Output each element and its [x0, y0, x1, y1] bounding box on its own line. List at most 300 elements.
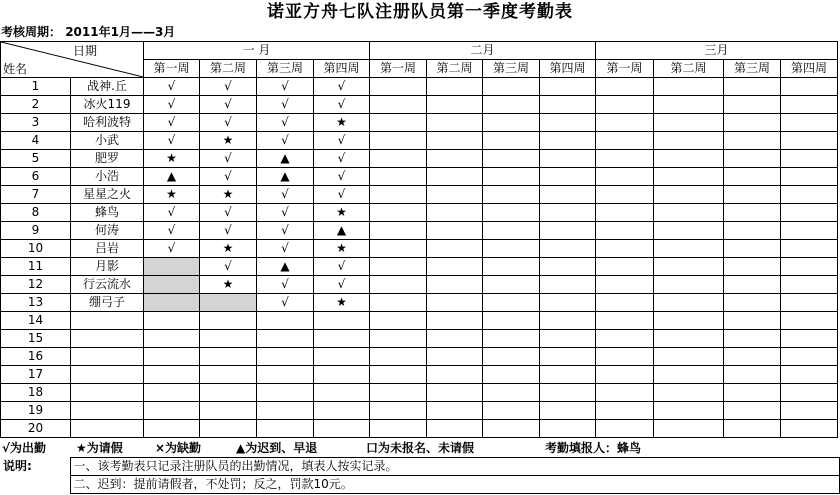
- attendance-cell: [200, 402, 257, 420]
- attendance-cell: [654, 384, 724, 402]
- row-number: 6: [1, 168, 71, 186]
- attendance-cell: [540, 114, 596, 132]
- attendance-cell: [483, 384, 540, 402]
- attendance-cell: [654, 186, 724, 204]
- date-name-header-cell: [1, 42, 144, 78]
- attendance-cell: [654, 312, 724, 330]
- attendance-cell: [314, 330, 370, 348]
- attendance-cell: [596, 204, 654, 222]
- attendance-table: [0, 41, 838, 438]
- attendance-cell: [427, 420, 483, 438]
- attendance-cell: [724, 420, 781, 438]
- attendance-cell: √: [144, 132, 200, 150]
- notes-line-1: 一、该考勤表只记录注册队员的出勤情况，填表人按实记录。: [70, 458, 839, 476]
- attendance-cell: [596, 276, 654, 294]
- attendance-cell: [654, 204, 724, 222]
- table-row: [1, 114, 838, 132]
- attendance-cell: √: [257, 294, 314, 312]
- attendance-cell: [724, 186, 781, 204]
- attendance-cell: √: [200, 258, 257, 276]
- attendance-cell: [781, 132, 838, 150]
- attendance-cell: [483, 96, 540, 114]
- table-row: [1, 420, 838, 438]
- attendance-reporter: 考勤填报人：蜂鸟: [545, 441, 642, 455]
- table-row: [1, 330, 838, 348]
- table-row: [1, 150, 838, 168]
- attendance-cell: [483, 132, 540, 150]
- attendance-cell: ★: [200, 186, 257, 204]
- attendance-cell: [144, 276, 200, 294]
- attendance-cell: [370, 78, 427, 96]
- attendance-cell: [596, 312, 654, 330]
- attendance-cell: [314, 348, 370, 366]
- attendance-cell: [427, 204, 483, 222]
- attendance-cell: [144, 330, 200, 348]
- date-header-label: 日期: [73, 44, 98, 58]
- attendance-cell: [314, 402, 370, 420]
- row-number: 5: [1, 150, 71, 168]
- row-number: 4: [1, 132, 71, 150]
- attendance-cell: [427, 96, 483, 114]
- table-row: [1, 132, 838, 150]
- week-header-m1-w4: 第四周: [314, 60, 370, 78]
- member-name: 绷弓子: [71, 294, 144, 312]
- attendance-cell: [370, 420, 427, 438]
- attendance-cell: [427, 132, 483, 150]
- attendance-cell: [200, 312, 257, 330]
- row-number: 19: [1, 402, 71, 420]
- attendance-cell: [654, 78, 724, 96]
- attendance-cell: [427, 168, 483, 186]
- attendance-cell: ★: [314, 240, 370, 258]
- attendance-cell: [370, 168, 427, 186]
- attendance-cell: [483, 240, 540, 258]
- attendance-cell: [370, 312, 427, 330]
- attendance-cell: [724, 258, 781, 276]
- month-header-jan: 一 月: [144, 42, 370, 60]
- attendance-cell: [427, 222, 483, 240]
- period-value: 2011年1月——3月: [65, 25, 176, 39]
- attendance-cell: [370, 276, 427, 294]
- attendance-cell: [724, 222, 781, 240]
- member-name: [71, 420, 144, 438]
- attendance-cell: √: [200, 222, 257, 240]
- attendance-cell: [654, 330, 724, 348]
- row-number: 9: [1, 222, 71, 240]
- attendance-cell: [427, 258, 483, 276]
- legend-late: ▲为迟到、早退: [236, 441, 318, 455]
- attendance-cell: [724, 294, 781, 312]
- attendance-cell: [370, 258, 427, 276]
- attendance-cell: √: [314, 132, 370, 150]
- member-name: 肥罗: [71, 150, 144, 168]
- attendance-cell: [596, 240, 654, 258]
- attendance-cell: √: [314, 258, 370, 276]
- attendance-cell: [724, 312, 781, 330]
- member-name: 哈利波特: [71, 114, 144, 132]
- attendance-cell: [540, 384, 596, 402]
- attendance-cell: [724, 276, 781, 294]
- attendance-cell: √: [200, 168, 257, 186]
- member-name: 月影: [71, 258, 144, 276]
- attendance-cell: [200, 294, 257, 312]
- month-header-feb: 二月: [370, 42, 596, 60]
- attendance-cell: [596, 366, 654, 384]
- attendance-cell: [781, 240, 838, 258]
- attendance-cell: [370, 402, 427, 420]
- member-name: 何涛: [71, 222, 144, 240]
- attendance-cell: [483, 294, 540, 312]
- legend-present: √为出勤: [2, 441, 47, 455]
- attendance-cell: [596, 384, 654, 402]
- attendance-cell: [370, 204, 427, 222]
- attendance-cell: [596, 132, 654, 150]
- table-row: [1, 384, 838, 402]
- attendance-cell: [200, 420, 257, 438]
- table-row: [1, 312, 838, 330]
- row-number: 2: [1, 96, 71, 114]
- attendance-cell: [596, 330, 654, 348]
- week-header-m2-w4: 第四周: [540, 60, 596, 78]
- attendance-cell: [654, 132, 724, 150]
- attendance-cell: ★: [144, 186, 200, 204]
- attendance-cell: [781, 258, 838, 276]
- attendance-cell: [654, 222, 724, 240]
- attendance-cell: [427, 402, 483, 420]
- attendance-cell: [596, 186, 654, 204]
- attendance-cell: [781, 168, 838, 186]
- table-row: [1, 348, 838, 366]
- attendance-cell: [724, 204, 781, 222]
- attendance-cell: [540, 420, 596, 438]
- attendance-cell: [781, 384, 838, 402]
- attendance-cell: √: [257, 96, 314, 114]
- attendance-cell: [724, 168, 781, 186]
- attendance-cell: [257, 384, 314, 402]
- attendance-cell: [724, 96, 781, 114]
- attendance-cell: [483, 78, 540, 96]
- week-header-m3-w1: 第一周: [596, 60, 654, 78]
- attendance-cell: [314, 312, 370, 330]
- attendance-cell: [483, 222, 540, 240]
- attendance-cell: [596, 222, 654, 240]
- week-header-m3-w2: 第二周: [654, 60, 724, 78]
- attendance-cell: [654, 276, 724, 294]
- attendance-cell: [483, 312, 540, 330]
- attendance-cell: [427, 276, 483, 294]
- attendance-cell: [483, 402, 540, 420]
- attendance-cell: [596, 150, 654, 168]
- attendance-cell: ★: [144, 150, 200, 168]
- attendance-cell: √: [200, 150, 257, 168]
- attendance-cell: [654, 402, 724, 420]
- week-header-m2-w3: 第三周: [483, 60, 540, 78]
- table-row: [1, 222, 838, 240]
- attendance-cell: √: [200, 96, 257, 114]
- attendance-cell: [540, 276, 596, 294]
- attendance-cell: [540, 150, 596, 168]
- attendance-cell: [724, 150, 781, 168]
- row-number: 13: [1, 294, 71, 312]
- attendance-cell: √: [314, 168, 370, 186]
- name-header-label: 姓名: [3, 62, 28, 76]
- member-name: [71, 330, 144, 348]
- attendance-cell: [596, 402, 654, 420]
- attendance-cell: [427, 240, 483, 258]
- attendance-cell: [257, 330, 314, 348]
- attendance-cell: [370, 366, 427, 384]
- attendance-cell: √: [200, 114, 257, 132]
- row-number: 11: [1, 258, 71, 276]
- attendance-cell: [370, 186, 427, 204]
- attendance-cell: [781, 312, 838, 330]
- legend-leave: ★为请假: [76, 441, 123, 455]
- attendance-cell: [483, 168, 540, 186]
- attendance-cell: [144, 258, 200, 276]
- attendance-cell: [427, 384, 483, 402]
- table-row: [1, 78, 838, 96]
- attendance-cell: [483, 348, 540, 366]
- attendance-cell: [596, 258, 654, 276]
- attendance-cell: [200, 348, 257, 366]
- week-header-m1-w2: 第二周: [200, 60, 257, 78]
- assessment-period: [1, 24, 175, 41]
- attendance-cell: [540, 78, 596, 96]
- member-name: 小浩: [71, 168, 144, 186]
- member-name: [71, 312, 144, 330]
- attendance-cell: [200, 330, 257, 348]
- attendance-cell: [781, 186, 838, 204]
- attendance-cell: [724, 366, 781, 384]
- table-row: [1, 294, 838, 312]
- attendance-cell: [427, 330, 483, 348]
- notes-line-2: 二、迟到：提前请假者，不处罚；反之，罚款10元。: [70, 476, 839, 494]
- attendance-cell: [781, 150, 838, 168]
- table-row: [1, 366, 838, 384]
- attendance-cell: [370, 348, 427, 366]
- attendance-cell: [483, 204, 540, 222]
- week-header-m3-w4: 第四周: [781, 60, 838, 78]
- attendance-cell: [654, 420, 724, 438]
- attendance-cell: [781, 222, 838, 240]
- attendance-cell: [370, 294, 427, 312]
- week-header-m3-w3: 第三周: [724, 60, 781, 78]
- member-name: 行云流水: [71, 276, 144, 294]
- attendance-cell: [654, 114, 724, 132]
- member-name: 战神.丘: [71, 78, 144, 96]
- row-number: 16: [1, 348, 71, 366]
- attendance-cell: [483, 330, 540, 348]
- attendance-cell: √: [257, 114, 314, 132]
- attendance-cell: [596, 294, 654, 312]
- attendance-cell: [781, 204, 838, 222]
- table-row: [1, 186, 838, 204]
- table-row: [1, 168, 838, 186]
- attendance-cell: [370, 222, 427, 240]
- attendance-cell: [781, 420, 838, 438]
- row-number: 1: [1, 78, 71, 96]
- member-name: 蜂鸟: [71, 204, 144, 222]
- attendance-cell: [314, 420, 370, 438]
- attendance-cell: [724, 348, 781, 366]
- attendance-cell: [427, 312, 483, 330]
- attendance-cell: [596, 168, 654, 186]
- attendance-cell: √: [257, 222, 314, 240]
- table-row: [1, 240, 838, 258]
- attendance-cell: [654, 240, 724, 258]
- attendance-cell: [540, 294, 596, 312]
- attendance-cell: [144, 402, 200, 420]
- attendance-cell: [200, 366, 257, 384]
- attendance-cell: [427, 78, 483, 96]
- attendance-cell: [370, 330, 427, 348]
- attendance-cell: [724, 330, 781, 348]
- attendance-cell: [724, 78, 781, 96]
- header-row-months: [1, 42, 838, 60]
- attendance-cell: √: [144, 240, 200, 258]
- attendance-cell: [540, 96, 596, 114]
- week-header-m1-w3: 第三周: [257, 60, 314, 78]
- attendance-cell: [781, 114, 838, 132]
- row-number: 12: [1, 276, 71, 294]
- attendance-cell: √: [144, 222, 200, 240]
- week-header-m2-w1: 第一周: [370, 60, 427, 78]
- attendance-cell: [483, 258, 540, 276]
- attendance-cell: [781, 402, 838, 420]
- attendance-cell: [540, 402, 596, 420]
- attendance-cell: [724, 384, 781, 402]
- attendance-cell: [144, 348, 200, 366]
- week-header-m1-w1: 第一周: [144, 60, 200, 78]
- attendance-cell: [200, 384, 257, 402]
- attendance-cell: ▲: [257, 168, 314, 186]
- attendance-cell: [427, 366, 483, 384]
- attendance-cell: √: [144, 78, 200, 96]
- attendance-cell: [370, 150, 427, 168]
- attendance-cell: [483, 366, 540, 384]
- attendance-cell: [144, 294, 200, 312]
- attendance-cell: [483, 420, 540, 438]
- attendance-cell: [483, 150, 540, 168]
- attendance-cell: [654, 258, 724, 276]
- row-number: 10: [1, 240, 71, 258]
- attendance-cell: [724, 132, 781, 150]
- attendance-cell: √: [257, 78, 314, 96]
- attendance-cell: [540, 330, 596, 348]
- row-number: 17: [1, 366, 71, 384]
- table-row: [1, 402, 838, 420]
- legend-row: [0, 439, 840, 457]
- attendance-cell: √: [144, 114, 200, 132]
- attendance-cell: [257, 366, 314, 384]
- member-name: [71, 384, 144, 402]
- attendance-cell: [314, 384, 370, 402]
- attendance-cell: [654, 168, 724, 186]
- attendance-cell: [144, 420, 200, 438]
- attendance-cell: [654, 150, 724, 168]
- attendance-cell: √: [200, 204, 257, 222]
- attendance-cell: [540, 312, 596, 330]
- week-header-m2-w2: 第二周: [427, 60, 483, 78]
- attendance-cell: [724, 240, 781, 258]
- attendance-cell: [654, 96, 724, 114]
- attendance-cell: [427, 150, 483, 168]
- attendance-cell: [540, 240, 596, 258]
- member-name: [71, 348, 144, 366]
- attendance-cell: √: [314, 150, 370, 168]
- attendance-cell: [540, 366, 596, 384]
- row-number: 7: [1, 186, 71, 204]
- row-number: 18: [1, 384, 71, 402]
- attendance-cell: [540, 186, 596, 204]
- attendance-cell: [540, 222, 596, 240]
- attendance-cell: √: [314, 186, 370, 204]
- member-name: 冰火119: [71, 96, 144, 114]
- row-number: 3: [1, 114, 71, 132]
- attendance-cell: [596, 78, 654, 96]
- attendance-cell: [370, 114, 427, 132]
- period-label: 考核周期：: [1, 25, 62, 39]
- attendance-cell: [257, 348, 314, 366]
- attendance-cell: √: [314, 276, 370, 294]
- member-name: 小武: [71, 132, 144, 150]
- attendance-cell: [144, 384, 200, 402]
- attendance-cell: [370, 240, 427, 258]
- attendance-cell: [427, 294, 483, 312]
- member-name: [71, 366, 144, 384]
- attendance-cell: [540, 204, 596, 222]
- attendance-cell: [370, 384, 427, 402]
- attendance-cell: √: [257, 186, 314, 204]
- attendance-cell: [724, 402, 781, 420]
- attendance-cell: [654, 348, 724, 366]
- attendance-cell: [596, 114, 654, 132]
- legend-absent: ×为缺勤: [155, 441, 202, 455]
- attendance-cell: [427, 186, 483, 204]
- attendance-cell: [483, 276, 540, 294]
- attendance-cell: [654, 294, 724, 312]
- attendance-cell: [781, 330, 838, 348]
- attendance-cell: [370, 132, 427, 150]
- row-number: 8: [1, 204, 71, 222]
- attendance-cell: [540, 132, 596, 150]
- attendance-cell: ★: [200, 240, 257, 258]
- attendance-cell: ★: [200, 132, 257, 150]
- attendance-cell: [144, 366, 200, 384]
- attendance-cell: [781, 96, 838, 114]
- member-name: [71, 402, 144, 420]
- member-name: 吕岩: [71, 240, 144, 258]
- attendance-cell: [654, 366, 724, 384]
- table-row: [1, 276, 838, 294]
- attendance-cell: [427, 114, 483, 132]
- attendance-cell: √: [200, 78, 257, 96]
- attendance-cell: ★: [200, 276, 257, 294]
- attendance-cell: [596, 96, 654, 114]
- attendance-cell: [483, 186, 540, 204]
- row-number: 20: [1, 420, 71, 438]
- notes-table: [0, 457, 840, 494]
- notes-label-spacer: [0, 476, 70, 494]
- attendance-cell: [144, 312, 200, 330]
- attendance-cell: √: [257, 132, 314, 150]
- attendance-cell: ▲: [257, 258, 314, 276]
- attendance-cell: [781, 78, 838, 96]
- table-row: [1, 204, 838, 222]
- table-row: [1, 258, 838, 276]
- sheet-title: 诺亚方舟七队注册队员第一季度考勤表: [267, 2, 573, 22]
- attendance-cell: ★: [314, 204, 370, 222]
